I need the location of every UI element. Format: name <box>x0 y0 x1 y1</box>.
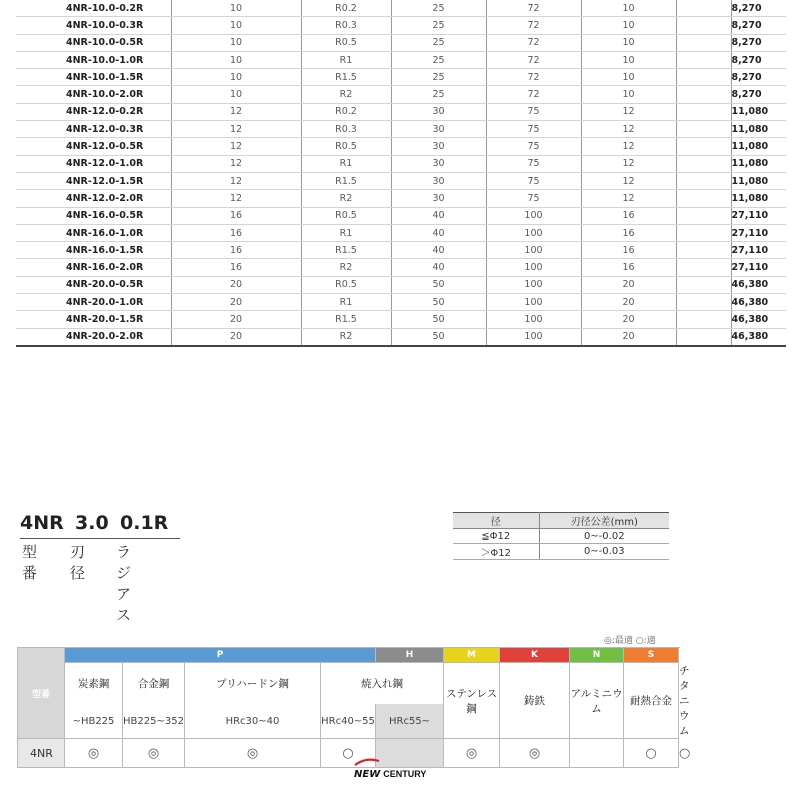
overall-length-cell: 75 <box>486 190 581 207</box>
overall-length-cell: 100 <box>486 276 581 293</box>
shank-cell: 12 <box>581 190 676 207</box>
material-aluminium: アルミニウム <box>570 663 624 739</box>
price-cell: 11,080 <box>731 155 786 172</box>
model-cell: 4NR-10.0-0.3R <box>16 17 171 34</box>
radius-cell: R1 <box>301 155 391 172</box>
overall-length-cell: 100 <box>486 207 581 224</box>
price-row <box>16 69 786 86</box>
price-cell: 8,270 <box>731 34 786 51</box>
flute-length-cell: 25 <box>391 0 486 17</box>
price-cell: 11,080 <box>731 138 786 155</box>
material-data-row: 4NR ◎ ◎ ◎ ○ ◎ ◎ ○ ○ <box>18 739 679 768</box>
price-table <box>16 0 786 347</box>
price-row <box>16 207 786 224</box>
material-alloy-steel: 合金鋼 <box>123 663 185 705</box>
blank-cell <box>676 311 731 328</box>
tol-row <box>453 544 669 560</box>
blank-cell <box>676 276 731 293</box>
flute-length-cell: 30 <box>391 190 486 207</box>
price-row <box>16 172 786 189</box>
blank-cell <box>676 172 731 189</box>
diameter-cell: 12 <box>171 172 301 189</box>
model-cell: 4NR-12.0-1.5R <box>16 172 171 189</box>
blank-cell <box>676 0 731 17</box>
price-cell: 46,380 <box>731 311 786 328</box>
radius-cell: R0.2 <box>301 103 391 120</box>
flute-length-cell: 50 <box>391 311 486 328</box>
price-row <box>16 51 786 68</box>
overall-length-cell: 72 <box>486 17 581 34</box>
blank-cell <box>676 328 731 346</box>
shank-cell: 12 <box>581 155 676 172</box>
diameter-cell: 12 <box>171 121 301 138</box>
price-row <box>16 294 786 311</box>
hardness-cell: HRc55~ <box>376 704 444 738</box>
hardness-cell: HB225~352 <box>123 704 185 738</box>
flute-length-cell: 30 <box>391 121 486 138</box>
tol-header-diameter: 径 <box>453 513 539 529</box>
diameter-cell: 10 <box>171 0 301 17</box>
shank-cell: 12 <box>581 103 676 120</box>
suitability-mark: ○ <box>624 739 679 768</box>
radius-cell: R0.5 <box>301 34 391 51</box>
suitability-mark: ◎ <box>123 739 185 768</box>
group-p: P <box>65 648 376 663</box>
price-cell: 8,270 <box>731 17 786 34</box>
flute-length-cell: 40 <box>391 224 486 241</box>
shank-cell: 10 <box>581 17 676 34</box>
model-cell: 4NR-16.0-0.5R <box>16 207 171 224</box>
diameter-cell: 10 <box>171 69 301 86</box>
model-cell: 4NR-12.0-0.3R <box>16 121 171 138</box>
suitability-mark: ◎ <box>444 739 500 768</box>
material-heat-resistant: 耐熱合金 <box>624 663 679 739</box>
flute-length-cell: 30 <box>391 138 486 155</box>
price-cell: 8,270 <box>731 69 786 86</box>
overall-length-cell: 100 <box>486 224 581 241</box>
tolerance-table <box>453 512 669 560</box>
price-cell: 46,380 <box>731 328 786 346</box>
price-row <box>16 34 786 51</box>
radius-cell: R0.5 <box>301 138 391 155</box>
price-row <box>16 103 786 120</box>
overall-length-cell: 75 <box>486 155 581 172</box>
blank-cell <box>676 138 731 155</box>
model-cell: 4NR-20.0-2.0R <box>16 328 171 346</box>
diameter-cell: 12 <box>171 138 301 155</box>
model-cell: 4NR-16.0-2.0R <box>16 259 171 276</box>
price-cell: 8,270 <box>731 86 786 103</box>
material-carbon-steel: 炭素鋼 <box>65 663 123 705</box>
price-cell: 11,080 <box>731 121 786 138</box>
blank-cell <box>676 69 731 86</box>
flute-length-cell: 25 <box>391 17 486 34</box>
price-cell: 27,110 <box>731 242 786 259</box>
radius-cell: R2 <box>301 328 391 346</box>
group-m: M <box>444 648 500 663</box>
legend-model: 型番 <box>22 543 38 582</box>
hardness-cell: HRc30~40 <box>185 704 321 738</box>
blank-cell <box>676 294 731 311</box>
model-cell: 4NR-10.0-0.5R <box>16 34 171 51</box>
model-cell: 4NR-20.0-1.0R <box>16 294 171 311</box>
diameter-cell: 10 <box>171 51 301 68</box>
tol-header-tolerance: 刃径公差(mm) <box>539 513 669 529</box>
flute-length-cell: 25 <box>391 69 486 86</box>
model-cell: 4NR-10.0-2.0R <box>16 86 171 103</box>
blank-cell <box>676 34 731 51</box>
radius-cell: R1.5 <box>301 311 391 328</box>
diameter-cell: 20 <box>171 328 301 346</box>
overall-length-cell: 72 <box>486 86 581 103</box>
price-row <box>16 242 786 259</box>
flute-length-cell: 30 <box>391 172 486 189</box>
code-diameter: 3.0 <box>75 512 109 534</box>
price-cell: 11,080 <box>731 190 786 207</box>
price-cell: 11,080 <box>731 103 786 120</box>
model-cell: 4NR-12.0-0.2R <box>16 103 171 120</box>
price-row <box>16 121 786 138</box>
diameter-cell: 16 <box>171 242 301 259</box>
flute-length-cell: 30 <box>391 103 486 120</box>
code-series: 4NR <box>20 512 64 534</box>
tol-cell: ≦Φ12 <box>453 529 539 544</box>
diameter-cell: 10 <box>171 34 301 51</box>
tol-cell: 0~-0.03 <box>539 544 669 560</box>
diameter-cell: 10 <box>171 17 301 34</box>
radius-cell: R0.3 <box>301 17 391 34</box>
material-stainless: ステンレス鋼 <box>444 663 500 739</box>
group-k: K <box>500 648 570 663</box>
flute-length-cell: 25 <box>391 34 486 51</box>
blank-cell <box>676 121 731 138</box>
logo-new: NEW <box>354 769 381 780</box>
radius-cell: R1 <box>301 224 391 241</box>
suitability-mark: ◎ <box>185 739 321 768</box>
overall-length-cell: 75 <box>486 121 581 138</box>
suitability-legend: ◎:最適 ○:適 <box>604 636 656 646</box>
flute-length-cell: 40 <box>391 242 486 259</box>
flute-length-cell: 40 <box>391 207 486 224</box>
material-model: 4NR <box>18 739 65 768</box>
diameter-cell: 16 <box>171 207 301 224</box>
flute-length-cell: 50 <box>391 294 486 311</box>
shank-cell: 12 <box>581 172 676 189</box>
blank-cell <box>676 224 731 241</box>
hardness-cell: ~HB225 <box>65 704 123 738</box>
radius-cell: R0.5 <box>301 207 391 224</box>
diameter-cell: 16 <box>171 224 301 241</box>
flute-length-cell: 30 <box>391 155 486 172</box>
overall-length-cell: 72 <box>486 0 581 17</box>
price-row <box>16 0 786 17</box>
model-cell: 4NR-16.0-1.5R <box>16 242 171 259</box>
radius-cell: R1.5 <box>301 69 391 86</box>
shank-cell: 10 <box>581 0 676 17</box>
diameter-cell: 12 <box>171 190 301 207</box>
radius-cell: R0.2 <box>301 0 391 17</box>
radius-cell: R2 <box>301 259 391 276</box>
overall-length-cell: 100 <box>486 311 581 328</box>
overall-length-cell: 72 <box>486 69 581 86</box>
radius-cell: R1.5 <box>301 172 391 189</box>
price-cell: 11,080 <box>731 172 786 189</box>
material-prehardened-steel: プリハードン鋼 <box>185 663 321 705</box>
material-row-label: 型番 <box>18 648 65 739</box>
price-cell: 46,380 <box>731 294 786 311</box>
shank-cell: 10 <box>581 34 676 51</box>
price-row <box>16 86 786 103</box>
tol-cell: ＞Φ12 <box>453 544 539 560</box>
shank-cell: 10 <box>581 86 676 103</box>
price-row <box>16 17 786 34</box>
model-cell: 4NR-10.0-0.2R <box>16 0 171 17</box>
shank-cell: 10 <box>581 51 676 68</box>
price-row <box>16 190 786 207</box>
overall-length-cell: 100 <box>486 294 581 311</box>
overall-length-cell: 100 <box>486 242 581 259</box>
material-hardened-steel: 焼入れ鋼 <box>321 663 444 705</box>
overall-length-cell: 100 <box>486 259 581 276</box>
flute-length-cell: 40 <box>391 259 486 276</box>
radius-cell: R1.5 <box>301 242 391 259</box>
overall-length-cell: 75 <box>486 103 581 120</box>
logo-century: CENTURY <box>383 769 427 779</box>
new-century-logo <box>354 762 426 778</box>
suitability-mark <box>570 739 624 768</box>
code-underline <box>20 538 180 539</box>
price-cell: 27,110 <box>731 207 786 224</box>
tol-cell: 0~-0.02 <box>539 529 669 544</box>
tol-row <box>453 529 669 544</box>
model-cell: 4NR-12.0-1.0R <box>16 155 171 172</box>
model-cell: 4NR-16.0-1.0R <box>16 224 171 241</box>
shank-cell: 16 <box>581 259 676 276</box>
blank-cell <box>676 51 731 68</box>
shank-cell: 20 <box>581 294 676 311</box>
model-cell: 4NR-12.0-0.5R <box>16 138 171 155</box>
blank-cell <box>676 86 731 103</box>
diameter-cell: 20 <box>171 276 301 293</box>
model-cell: 4NR-20.0-1.5R <box>16 311 171 328</box>
radius-cell: R0.3 <box>301 121 391 138</box>
shank-cell: 10 <box>581 69 676 86</box>
group-s: S <box>624 648 679 663</box>
price-row <box>16 224 786 241</box>
flute-length-cell: 25 <box>391 51 486 68</box>
code-radius: 0.1R <box>120 512 169 534</box>
price-row <box>16 155 786 172</box>
shank-cell: 20 <box>581 328 676 346</box>
material-table: 型番 P H M K N S 炭素鋼 合金鋼 プリハードン鋼 焼入れ鋼 ステンレス鋼 鋳鉄 アルミニウム 耐熱合金 チタニウム ~HB225 HB225~352 HRc30~40 HRc40~55 HRc55~ 4NR ◎ ◎ ◎ ○ ◎ ◎ ○ ○ <box>17 647 679 768</box>
diameter-cell: 20 <box>171 294 301 311</box>
flute-length-cell: 50 <box>391 276 486 293</box>
radius-cell: R2 <box>301 86 391 103</box>
overall-length-cell: 100 <box>486 328 581 346</box>
shank-cell: 16 <box>581 224 676 241</box>
suitability-mark: ○ <box>321 739 376 768</box>
shank-cell: 16 <box>581 242 676 259</box>
model-cell: 4NR-10.0-1.0R <box>16 51 171 68</box>
shank-cell: 16 <box>581 207 676 224</box>
model-cell: 4NR-12.0-2.0R <box>16 190 171 207</box>
overall-length-cell: 72 <box>486 51 581 68</box>
price-row <box>16 311 786 328</box>
blank-cell <box>676 190 731 207</box>
blank-cell <box>676 103 731 120</box>
price-row <box>16 138 786 155</box>
price-row <box>16 276 786 293</box>
shank-cell: 20 <box>581 276 676 293</box>
material-cast-iron: 鋳鉄 <box>500 663 570 739</box>
shank-cell: 20 <box>581 311 676 328</box>
blank-cell <box>676 17 731 34</box>
diameter-cell: 16 <box>171 259 301 276</box>
price-row <box>16 259 786 276</box>
model-cell: 4NR-10.0-1.5R <box>16 69 171 86</box>
shank-cell: 12 <box>581 138 676 155</box>
price-cell: 27,110 <box>731 224 786 241</box>
overall-length-cell: 72 <box>486 34 581 51</box>
diameter-cell: 12 <box>171 155 301 172</box>
radius-cell: R1 <box>301 51 391 68</box>
blank-cell <box>676 242 731 259</box>
blank-cell <box>676 259 731 276</box>
group-n: N <box>570 648 624 663</box>
overall-length-cell: 75 <box>486 138 581 155</box>
flute-length-cell: 25 <box>391 86 486 103</box>
group-h: H <box>376 648 444 663</box>
legend-radius: ラジアス <box>116 543 132 624</box>
radius-cell: R2 <box>301 190 391 207</box>
logo-swoosh-icon <box>354 758 380 766</box>
diameter-cell: 10 <box>171 86 301 103</box>
shank-cell: 12 <box>581 121 676 138</box>
model-cell: 4NR-20.0-0.5R <box>16 276 171 293</box>
diameter-cell: 12 <box>171 103 301 120</box>
blank-cell <box>676 155 731 172</box>
suitability-mark: ◎ <box>500 739 570 768</box>
overall-length-cell: 75 <box>486 172 581 189</box>
legend-diameter: 刃径 <box>70 543 86 582</box>
hardness-cell: HRc40~55 <box>321 704 376 738</box>
flute-length-cell: 50 <box>391 328 486 346</box>
price-row <box>16 328 786 346</box>
radius-cell: R0.5 <box>301 276 391 293</box>
price-cell: 27,110 <box>731 259 786 276</box>
radius-cell: R1 <box>301 294 391 311</box>
diameter-cell: 20 <box>171 311 301 328</box>
blank-cell <box>676 207 731 224</box>
price-cell: 8,270 <box>731 51 786 68</box>
price-cell: 8,270 <box>731 0 786 17</box>
suitability-mark: ◎ <box>65 739 123 768</box>
price-cell: 46,380 <box>731 276 786 293</box>
